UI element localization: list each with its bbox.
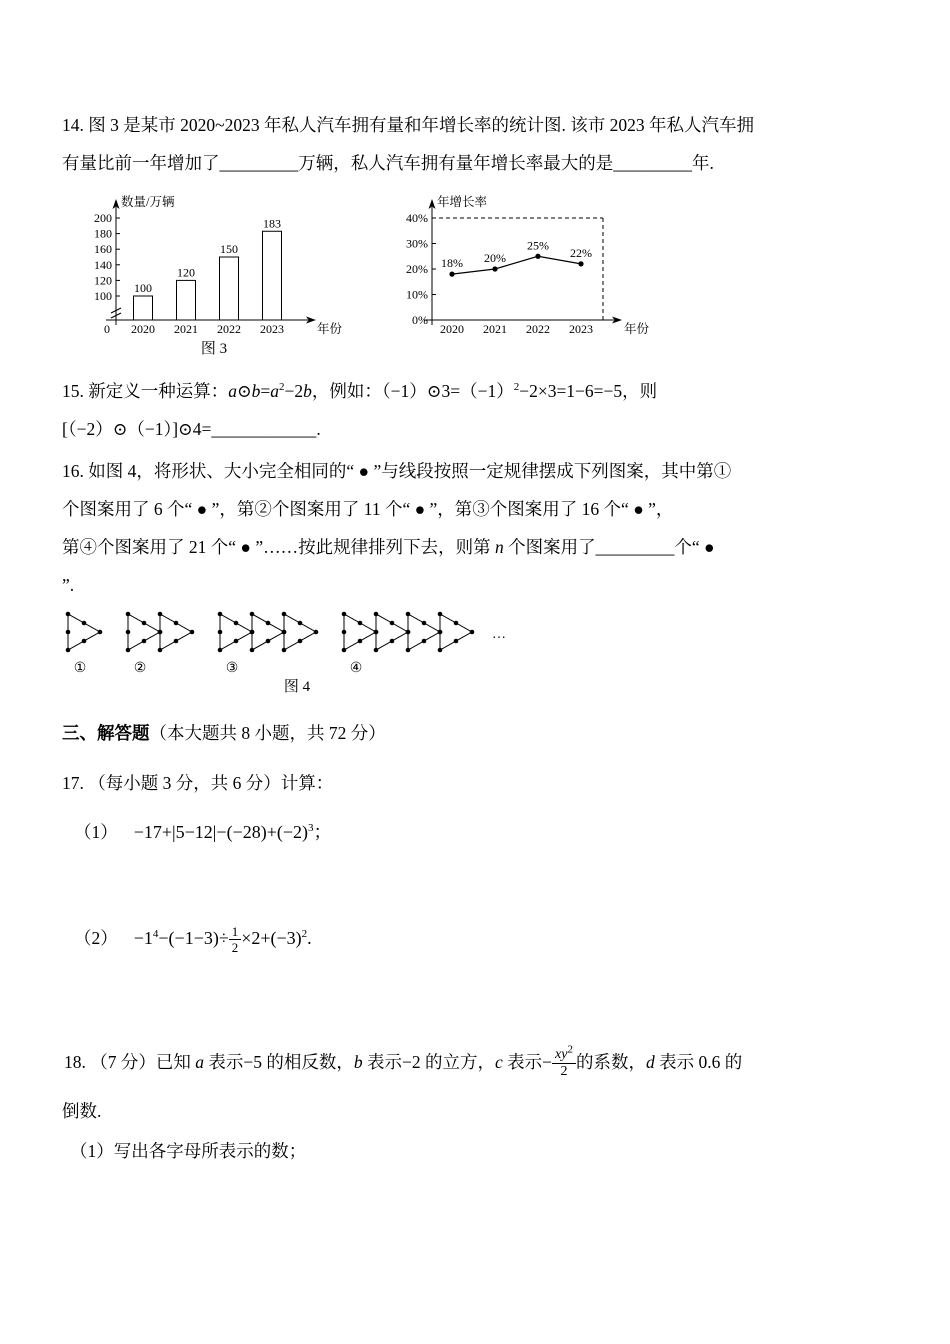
q16-line1: 16. 如图 4，将形状、大小完全相同的“ ● ”与线段按照一定规律摆成下列图案，其中第① xyxy=(62,461,732,481)
q15-text-2: −2 xyxy=(284,381,304,401)
svg-text:120: 120 xyxy=(94,273,112,288)
q16-text-a: 第④个图案用了 21 个“ ● ”……按此规律排列下去，则第 xyxy=(62,537,495,557)
q15-line2 xyxy=(62,410,894,448)
q17-part1-label: （1） xyxy=(74,822,118,842)
q15-text-3: ，例如：（−1）⊙3=（−1） xyxy=(311,381,514,401)
q17-part2-formula xyxy=(133,923,312,956)
math-var-d: d xyxy=(645,1052,655,1072)
q17-part2 xyxy=(62,918,894,958)
q14-blank-2: _________ xyxy=(613,153,692,173)
q17-p1-body: −17+|5−12|−(−28)+(−2) xyxy=(133,822,308,842)
q14-text-c: 年. xyxy=(692,153,714,173)
svg-text:④: ④ xyxy=(349,661,363,676)
svg-text:2022: 2022 xyxy=(526,322,550,336)
svg-text:2021: 2021 xyxy=(174,322,198,336)
math-var-a2: a xyxy=(270,381,280,401)
q15-expression: [（−2）⊙（−1）]⊙4= xyxy=(62,419,212,439)
figure3 xyxy=(68,192,894,358)
svg-text:120: 120 xyxy=(177,265,195,280)
svg-text:…: … xyxy=(492,627,506,642)
svg-text:年份: 年份 xyxy=(317,322,343,336)
svg-text:2022: 2022 xyxy=(217,322,241,336)
q17-p1-tail: ； xyxy=(313,822,332,842)
svg-text:2023: 2023 xyxy=(569,322,593,336)
svg-text:②: ② xyxy=(133,661,147,676)
svg-text:140: 140 xyxy=(94,257,112,272)
section3-subtitle: （本大题共 8 小题，共 72 分） xyxy=(149,723,386,743)
svg-text:20%: 20% xyxy=(484,251,506,265)
q15-text-1: 15. 新定义一种运算： xyxy=(62,381,229,401)
section3-header xyxy=(62,714,894,752)
q17-p1-exponent: 3 xyxy=(308,822,314,834)
fraction-denominator: 2 xyxy=(231,940,239,956)
bar-chart xyxy=(68,192,360,340)
q15-exponent-1: 2 xyxy=(279,381,285,394)
svg-text:2023: 2023 xyxy=(260,322,284,336)
q18-text-e: 的系数， xyxy=(575,1052,646,1072)
svg-text:0%: 0% xyxy=(412,313,428,327)
figure4-patterns xyxy=(62,608,532,678)
svg-text:①: ① xyxy=(73,661,87,676)
q18-line2: 倒数. xyxy=(62,1101,102,1122)
svg-text:100: 100 xyxy=(134,281,152,295)
odot-operator: ⊙ xyxy=(237,381,252,401)
svg-text:2020: 2020 xyxy=(131,322,155,336)
math-var-c: c xyxy=(495,1052,503,1072)
line-chart xyxy=(386,192,654,340)
svg-text:30%: 30% xyxy=(406,236,428,251)
svg-text:2020: 2020 xyxy=(440,322,464,336)
q16-line4: ”. xyxy=(62,575,75,595)
q18-line1 xyxy=(62,1043,894,1080)
q18-text-b: 表示−5 的相反数， xyxy=(204,1052,354,1072)
q17-part1 xyxy=(62,812,894,852)
q17-p2-b: −(−1−3)÷ xyxy=(158,928,229,948)
q16-text-b: 个图案用了 xyxy=(503,537,596,557)
figure3-caption: 图 3 xyxy=(200,341,228,357)
q17-p2-a: −1 xyxy=(133,928,153,948)
svg-text:数量/万辆: 数量/万辆 xyxy=(121,195,175,209)
fraction-numerator: 1 xyxy=(229,925,241,941)
svg-text:180: 180 xyxy=(94,226,112,241)
equals-sign: = xyxy=(260,381,271,401)
svg-text:2021: 2021 xyxy=(483,322,507,336)
figure4 xyxy=(62,608,532,696)
q18-subquestion-1: （1）写出各字母所表示的数； xyxy=(70,1141,307,1162)
svg-text:40%: 40% xyxy=(406,211,428,225)
math-var-b: b xyxy=(251,381,261,401)
q17-p2-tail: . xyxy=(307,928,312,948)
q15-exponent-2: 2 xyxy=(513,381,520,394)
svg-text:150: 150 xyxy=(220,242,238,256)
svg-text:10%: 10% xyxy=(406,287,428,302)
svg-text:100: 100 xyxy=(94,289,112,303)
q17-header: 17. （每小题 3 分，共 6 分）计算： xyxy=(62,773,334,793)
math-var-n: n xyxy=(494,537,504,557)
q14-text-b: 万辆，私人汽车拥有量年增长率最大的是 xyxy=(298,153,614,173)
fraction-numerator xyxy=(552,1043,576,1065)
svg-text:0: 0 xyxy=(104,322,110,336)
fraction-denominator: 2 xyxy=(560,1064,568,1080)
math-var-a: a xyxy=(228,381,237,401)
svg-text:22%: 22% xyxy=(570,245,592,260)
one-half-fraction xyxy=(229,925,241,955)
q15-text-4: −2×3=1−6=−5，则 xyxy=(519,381,658,401)
q18-text-d: 表示 xyxy=(502,1052,543,1072)
q17-p2-exponent-1: 4 xyxy=(152,928,159,940)
svg-text:20%: 20% xyxy=(406,262,428,276)
figure3-bar-chart-block xyxy=(68,192,360,358)
q15-period: . xyxy=(316,419,321,439)
q15-line1 xyxy=(62,372,894,410)
q18-text-f: 表示 0.6 的 xyxy=(654,1052,743,1072)
figure4-caption: 图 4 xyxy=(283,679,311,695)
q18-text-a: 18. （7 分）已知 xyxy=(64,1052,196,1072)
q16-line3 xyxy=(62,528,894,566)
svg-text:18%: 18% xyxy=(441,256,463,271)
xy-exponent: 2 xyxy=(567,1043,573,1056)
svg-text:年份: 年份 xyxy=(624,322,650,336)
q16-line2: 个图案用了 6 个“ ● ”，第②个图案用了 11 个“ ● ”，第③个图案用了 16 个“ ● ”， xyxy=(62,499,674,519)
q16-blank: _________ xyxy=(595,537,675,557)
svg-text:200: 200 xyxy=(94,211,112,225)
q17-part1-formula xyxy=(134,822,332,842)
math-var-a: a xyxy=(195,1052,204,1072)
svg-text:183: 183 xyxy=(263,216,281,231)
q14-line2 xyxy=(62,144,894,182)
xy-squared-over-2-fraction xyxy=(552,1043,576,1080)
q16-text-c: 个“ ● xyxy=(674,537,715,557)
q15-blank: ____________ xyxy=(211,419,317,439)
q17-part2-label: （2） xyxy=(74,928,118,948)
math-var-b2: b xyxy=(303,381,312,401)
q14-text-a: 有量比前一年增加了 xyxy=(62,153,220,173)
q18-text-c: 表示−2 的立方， xyxy=(362,1052,495,1072)
svg-text:160: 160 xyxy=(94,242,112,257)
q17-p2-exponent-2: 2 xyxy=(301,928,308,940)
svg-text:年增长率: 年增长率 xyxy=(437,195,488,209)
math-var-xy: xy xyxy=(555,1046,568,1062)
math-var-b: b xyxy=(353,1052,363,1072)
q18-fraction-sign: − xyxy=(542,1052,553,1072)
q14-blank-1: _________ xyxy=(219,153,299,173)
section3-title: 三、解答题 xyxy=(62,723,150,743)
q17-p2-c: ×2+(−3) xyxy=(241,928,302,948)
svg-text:25%: 25% xyxy=(527,238,549,253)
q14-line1: 14. 图 3 是某市 2020~2023 年私人汽车拥有量和年增长率的统计图. 该市 2023 年私人汽车拥 xyxy=(62,115,754,135)
svg-text:③: ③ xyxy=(225,661,239,676)
